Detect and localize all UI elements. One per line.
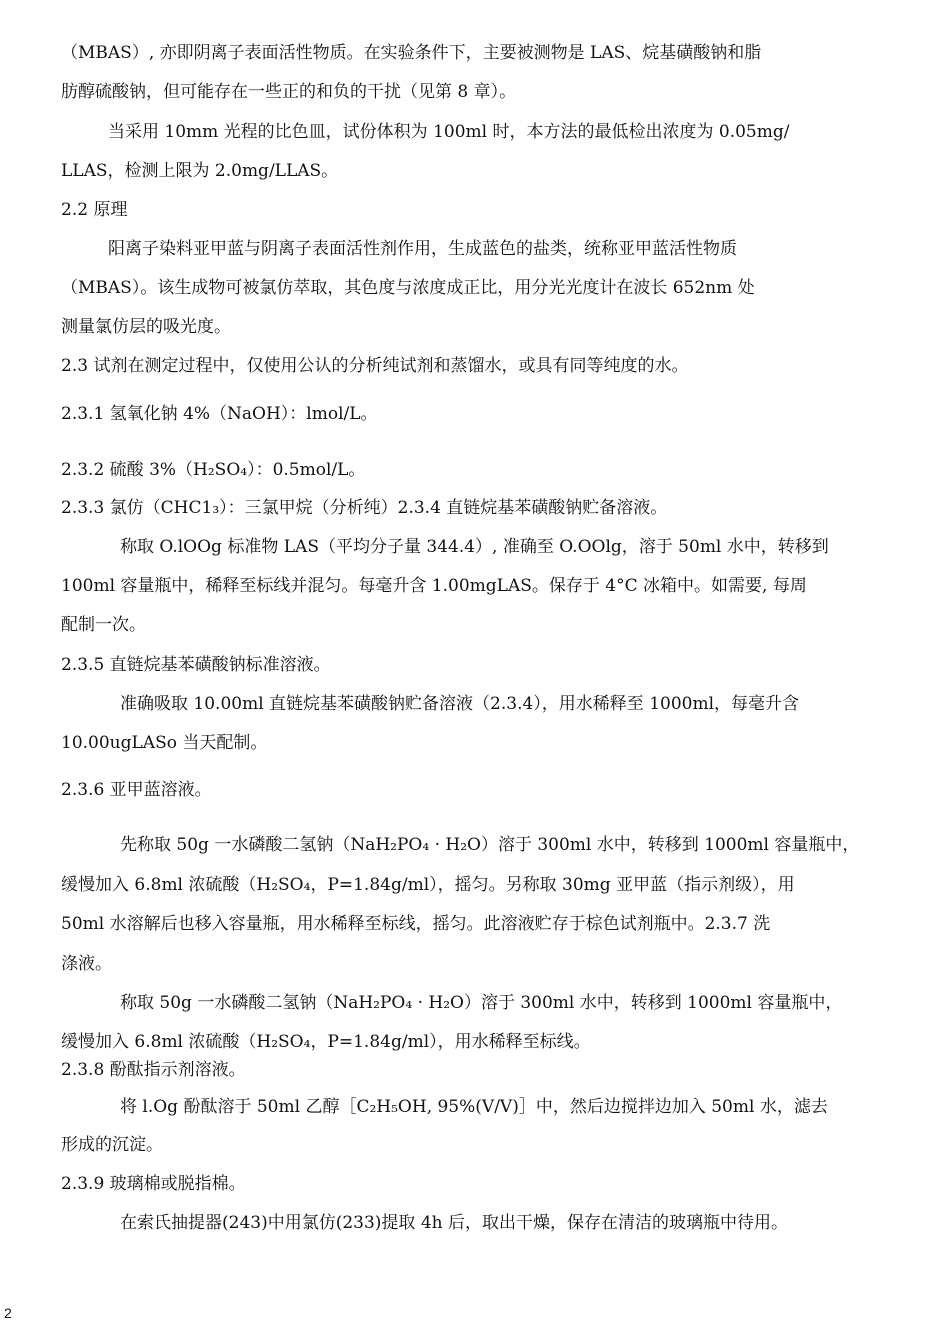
text-line: 将 l.Og 酚酞溶于 50ml 乙醇［C₂H₅OH, 95%(V/V)］中，然后边搅拌边加入 50ml 水，滤去 (120, 1097, 828, 1117)
text-line: 形成的沉淀。 (61, 1135, 163, 1155)
text-line: （MBAS）, 亦即阴离子表面活性物质。在实验条件下，主要被测物是 LAS、烷基磺酸钠和脂 (61, 43, 762, 63)
text-line: （MBAS）。该生成物可被氯仿萃取，其色度与浓度成正比，用分光光度计在波长 652nm 处 (61, 278, 755, 298)
text-line: 2.3.2 硫酸 3%（H₂SO₄）：0.5mol/L。 (61, 460, 366, 480)
text-line: 在索氏抽提器(243)中用氯仿(233)提取 4h 后，取出干燥，保存在清洁的玻璃瓶中待用。 (120, 1213, 788, 1233)
text-line: 阳离子染料亚甲蓝与阴离子表面活性剂作用，生成蓝色的盐类，统称亚甲蓝活性物质 (108, 239, 737, 259)
text-line: 2.3.6 亚甲蓝溶液。 (61, 780, 212, 800)
text-line: 称取 50g 一水磷酸二氢钠（NaH₂PO₄ · H₂O）溶于 300ml 水中，转移到 1000ml 容量瓶中， (120, 993, 843, 1013)
text-line: 2.3.3 氯仿（CHC1₃）：三氯甲烷（分析纯）2.3.4 直链烷基苯磺酸钠贮备溶液。 (61, 498, 668, 518)
text-line: 涤液。 (61, 954, 112, 974)
text-line: 2.3.9 玻璃棉或脱指棉。 (61, 1174, 246, 1194)
text-line: 2.3 试剂在测定过程中，仅使用公认的分析纯试剂和蒸馏水，或具有同等纯度的水。 (61, 356, 689, 376)
section-heading: 2.2 原理 (61, 200, 128, 220)
text-line: 2.3.1 氢氧化钠 4%（NaOH）：lmol/L。 (61, 404, 378, 424)
text-line: 100ml 容量瓶中，稀释至标线并混匀。每毫升含 1.00mgLAS。保存于 4°C 冰箱中。如需要, 每周 (61, 576, 807, 596)
page-number: 2 (4, 1305, 12, 1321)
text-line: 先称取 50g 一水磷酸二氢钠（NaH₂PO₄ · H₂O）溶于 300ml 水中，转移到 1000ml 容量瓶中， (120, 835, 860, 855)
text-line: LLAS，检测上限为 2.0mg/LLAS。 (61, 161, 339, 181)
text-line: 肪醇硫酸钠，但可能存在一些正的和负的干扰（见第 8 章）。 (61, 82, 517, 102)
text-line: 测量氯仿层的吸光度。 (61, 317, 231, 337)
text-line: 2.3.8 酚酞指示剂溶液。 (61, 1060, 246, 1080)
text-line: 当采用 10mm 光程的比色皿，试份体积为 100ml 时，本方法的最低检出浓度为 0.05mg/ (108, 122, 790, 142)
text-line: 准确吸取 10.00ml 直链烷基苯磺酸钠贮备溶液（2.3.4），用水稀释至 1000ml，每毫升含 (120, 694, 800, 714)
text-line: 称取 O.lOOg 标准物 LAS（平均分子量 344.4）, 准确至 O.OOlg，溶于 50ml 水中，转移到 (120, 537, 829, 557)
text-line: 10.00ugLASo 当天配制。 (61, 733, 268, 753)
text-line: 50ml 水溶解后也移入容量瓶，用水稀释至标线，摇匀。此溶液贮存于棕色试剂瓶中。2.3.7 洗 (61, 914, 771, 934)
text-line: 配制一次。 (61, 615, 146, 635)
text-line: 2.3.5 直链烷基苯磺酸钠标准溶液。 (61, 655, 331, 675)
text-line: 缓慢加入 6.8ml 浓硫酸（H₂SO₄，P=1.84g/ml），用水稀释至标线。 (61, 1032, 591, 1052)
text-line: 缓慢加入 6.8ml 浓硫酸（H₂SO₄，P=1.84g/ml），摇匀。另称取 30mg 亚甲蓝（指示剂级），用 (61, 875, 795, 895)
